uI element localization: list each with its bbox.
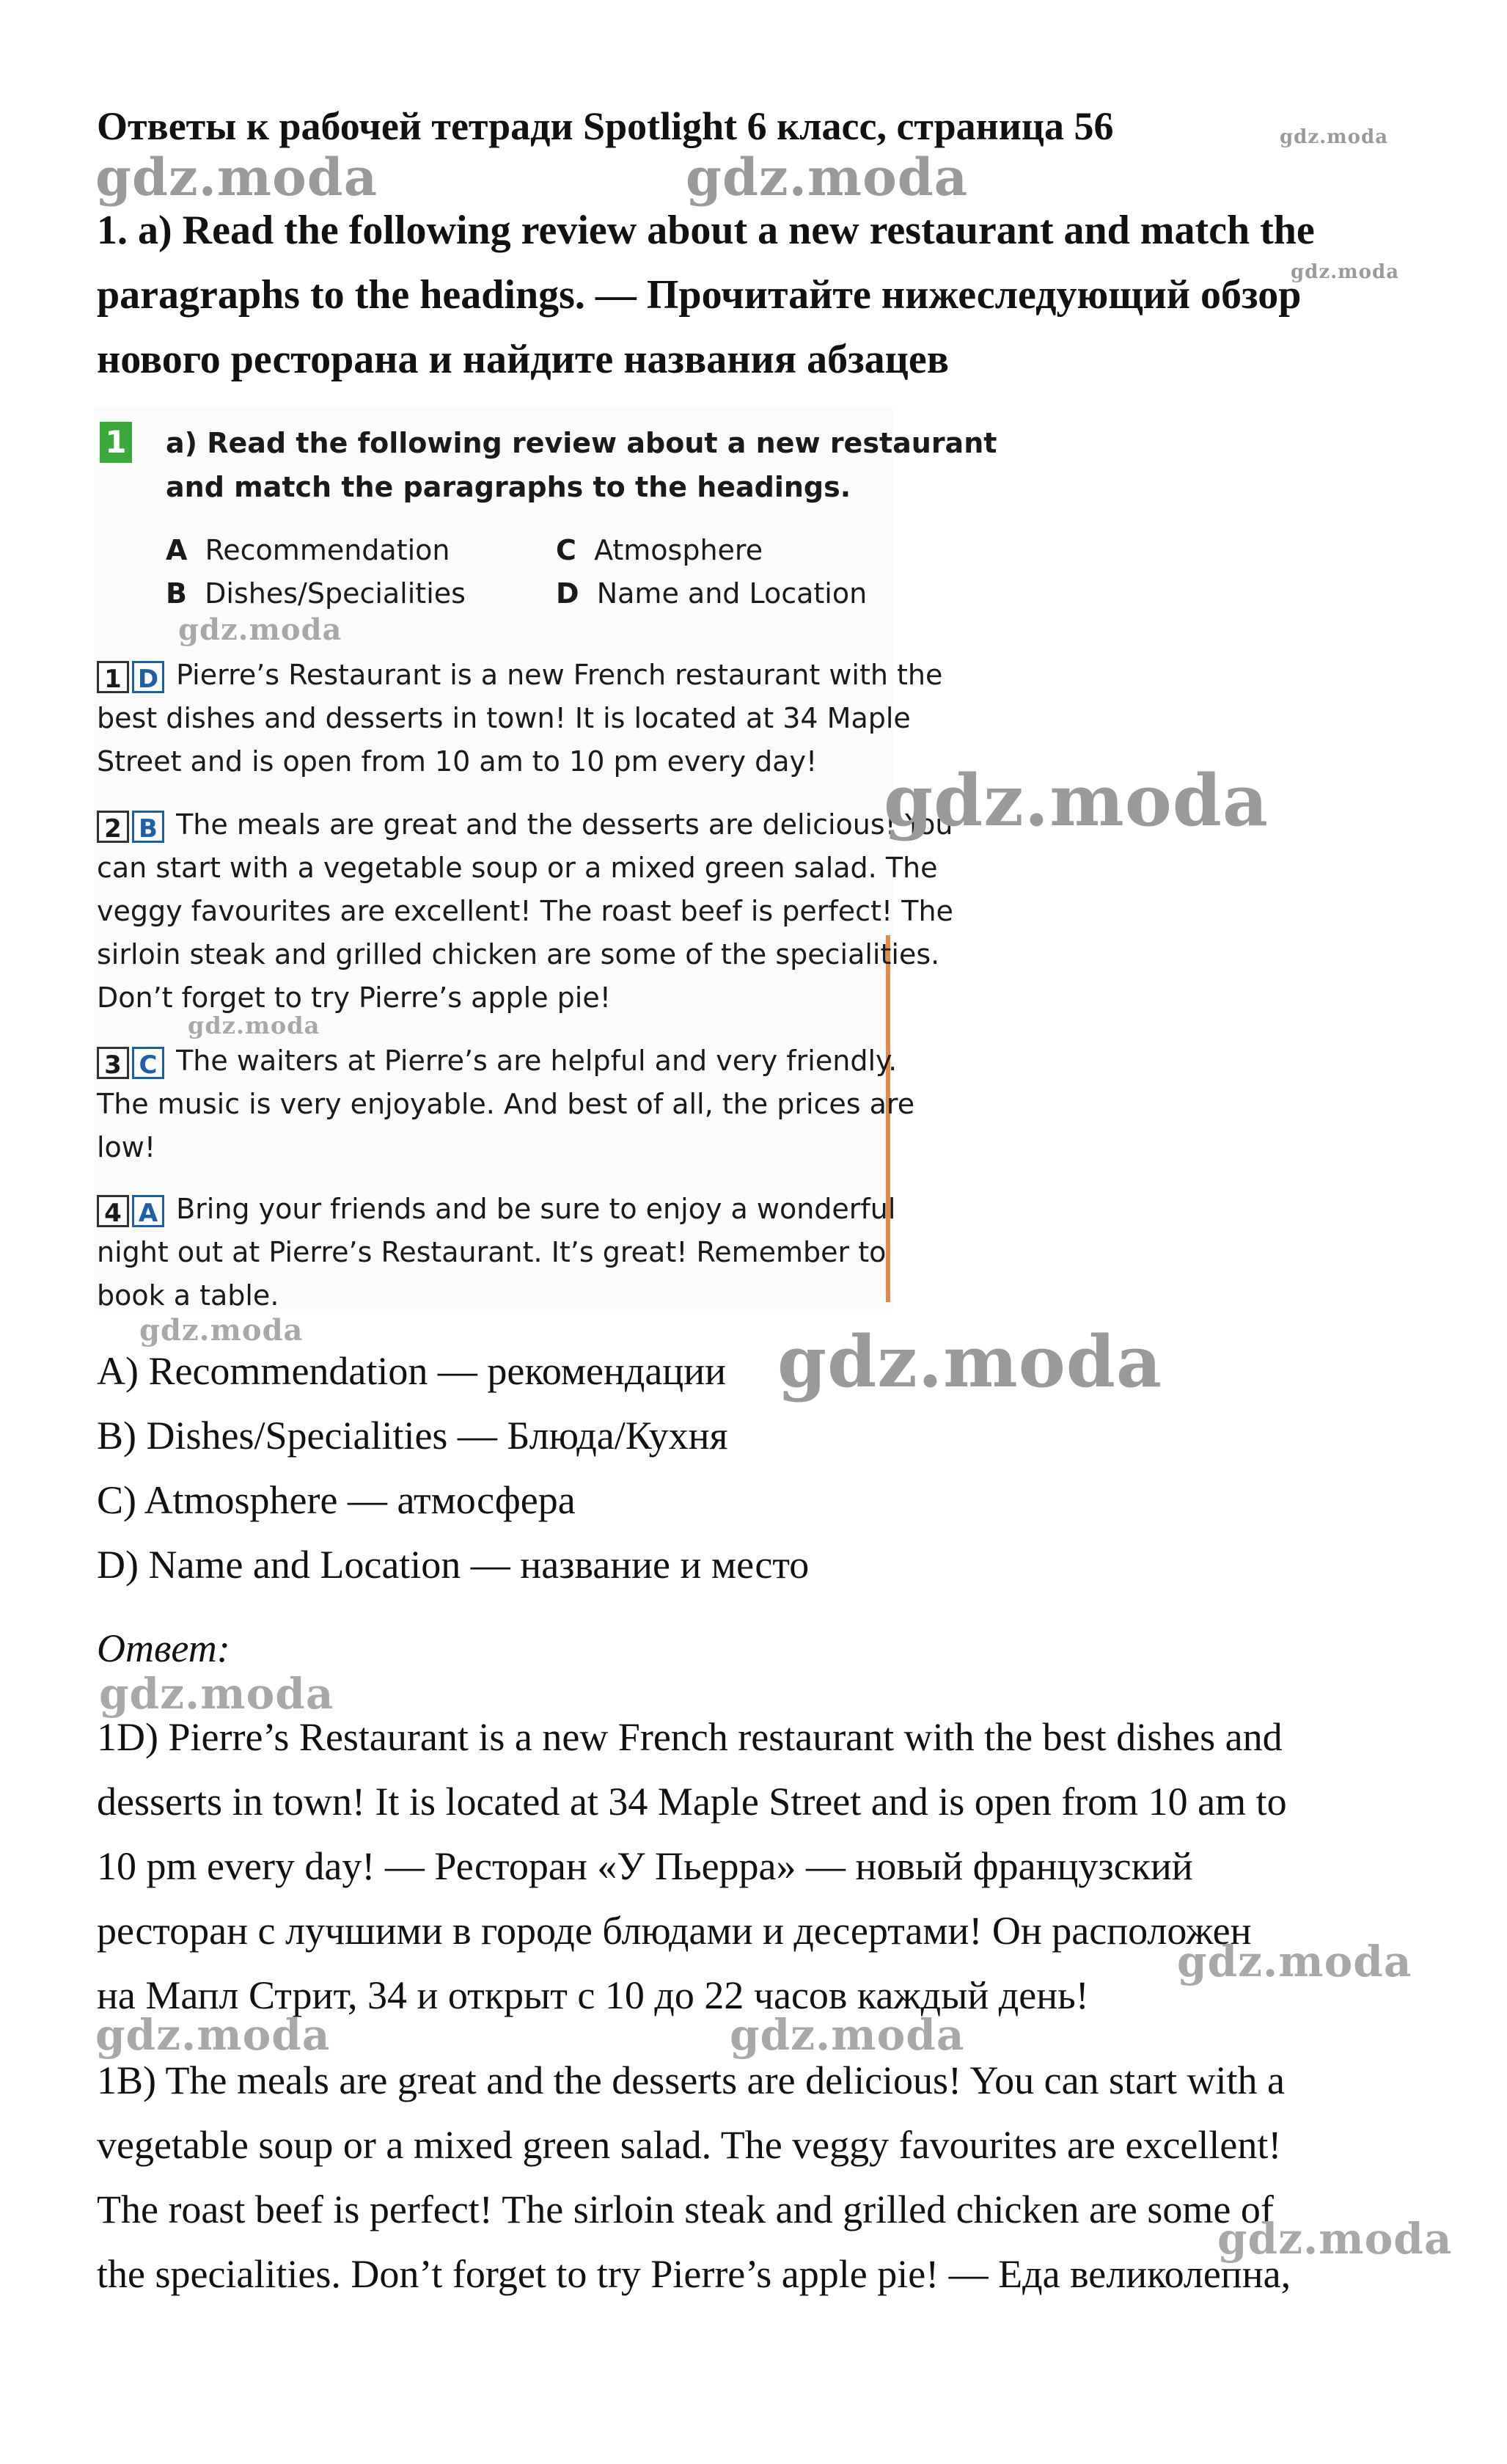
translation-line: A) Recommendation — рекомендации	[97, 1349, 726, 1393]
watermark: gdz.moda	[686, 147, 969, 208]
review-paragraph: 2 B The meals are great and the desserts are delicious! You	[97, 803, 953, 847]
exercise-number: 1	[100, 422, 132, 463]
review-line: book a table.	[97, 1279, 279, 1312]
translation-line: B) Dishes/Specialities — Блюда/Кухня	[97, 1414, 728, 1458]
review-line: Street and is open from 10 am to 10 pm every day!	[97, 745, 818, 778]
watermark: gdz.moda	[139, 1313, 304, 1348]
watermark: gdz.moda	[1291, 261, 1400, 283]
watermark: gdz.moda	[1280, 126, 1389, 148]
review-line: night out at Pierre’s Restaurant. It’s great! Remember to	[97, 1236, 887, 1268]
review-paragraph: 1 D Pierre’s Restaurant is a new French restaurant with the	[97, 654, 942, 697]
textbook-scan	[94, 407, 997, 1353]
answer-line: the specialities. Don’t forget to try Pierre’s apple pie! — Еда великолепна,	[97, 2252, 1291, 2296]
watermark: gdz.moda	[95, 147, 378, 208]
watermark: gdz.moda	[884, 759, 1269, 842]
review-paragraph: 3 C The waiters at Pierre’s are helpful and very friendly.	[97, 1039, 897, 1083]
review-line: best dishes and desserts in town! It is located at 34 Maple	[97, 702, 911, 734]
heading-option: A Recommendation	[166, 534, 450, 566]
translation-line: D) Name and Location — название и место	[97, 1543, 810, 1587]
answer-line: vegetable soup or a mixed green salad. The veggy favourites are excellent!	[97, 2123, 1282, 2167]
watermark: gdz.moda	[777, 1320, 1163, 1403]
watermark: gdz.moda	[178, 613, 342, 647]
review-line: can start with a vegetable soup or a mixed green salad. The	[97, 852, 938, 884]
heading-option: D Name and Location	[556, 577, 868, 610]
watermark: gdz.moda	[1177, 1937, 1412, 1986]
scan-instruction: and match the paragraphs to the headings.	[166, 471, 851, 503]
watermark: gdz.moda	[730, 2010, 965, 2060]
translation-line: C) Atmosphere — атмосфера	[97, 1478, 576, 1522]
review-line: low!	[97, 1131, 156, 1163]
scan-instruction: a) Read the following review about a new restaurant	[166, 427, 997, 459]
answer-line: на Мапл Стрит, 34 и открыт с 10 до 22 часов каждый день!	[97, 1973, 1089, 2017]
watermark: gdz.moda	[1217, 2214, 1453, 2264]
task-line: нового ресторана и найдите названия абзацев	[97, 337, 949, 382]
task-line: 1. a) Read the following review about a new restaurant and match the	[97, 208, 1315, 253]
review-line: Don’t forget to try Pierre’s apple pie!	[97, 981, 611, 1014]
watermark: gdz.moda	[188, 1012, 320, 1039]
answer-line: 1D) Pierre’s Restaurant is a new French restaurant with the best dishes and	[97, 1715, 1283, 1759]
review-line: sirloin steak and grilled chicken are some of the specialities.	[97, 938, 940, 970]
answer-label: Ответ:	[97, 1626, 230, 1670]
heading-option: B Dishes/Specialities	[166, 577, 466, 610]
watermark: gdz.moda	[99, 1669, 334, 1719]
answer-line: ресторан с лучшими в городе блюдами и десертами! Он расположен	[97, 1909, 1252, 1953]
task-line: paragraphs to the headings. — Прочитайте нижеследующий обзор	[97, 272, 1302, 318]
heading-option: C Atmosphere	[556, 534, 763, 566]
review-line: veggy favourites are excellent! The roast beef is perfect! The	[97, 895, 953, 927]
answer-line: desserts in town! It is located at 34 Maple Street and is open from 10 am to	[97, 1780, 1287, 1824]
answer-line: The roast beef is perfect! The sirloin steak and grilled chicken are some of	[97, 2187, 1274, 2231]
watermark: gdz.moda	[95, 2010, 331, 2060]
page-title: Ответы к рабочей тетради Spotlight 6 класс, страница 56	[97, 104, 1114, 148]
review-line: The music is very enjoyable. And best of all, the prices are	[97, 1088, 915, 1120]
review-paragraph: 4 A Bring your friends and be sure to enjoy a wonderful	[97, 1188, 895, 1231]
answer-line: 10 pm every day! — Ресторан «У Пьерра» — новый французский	[97, 1844, 1193, 1888]
answer-line: 1B) The meals are great and the desserts are delicious! You can start with a	[97, 2058, 1285, 2102]
